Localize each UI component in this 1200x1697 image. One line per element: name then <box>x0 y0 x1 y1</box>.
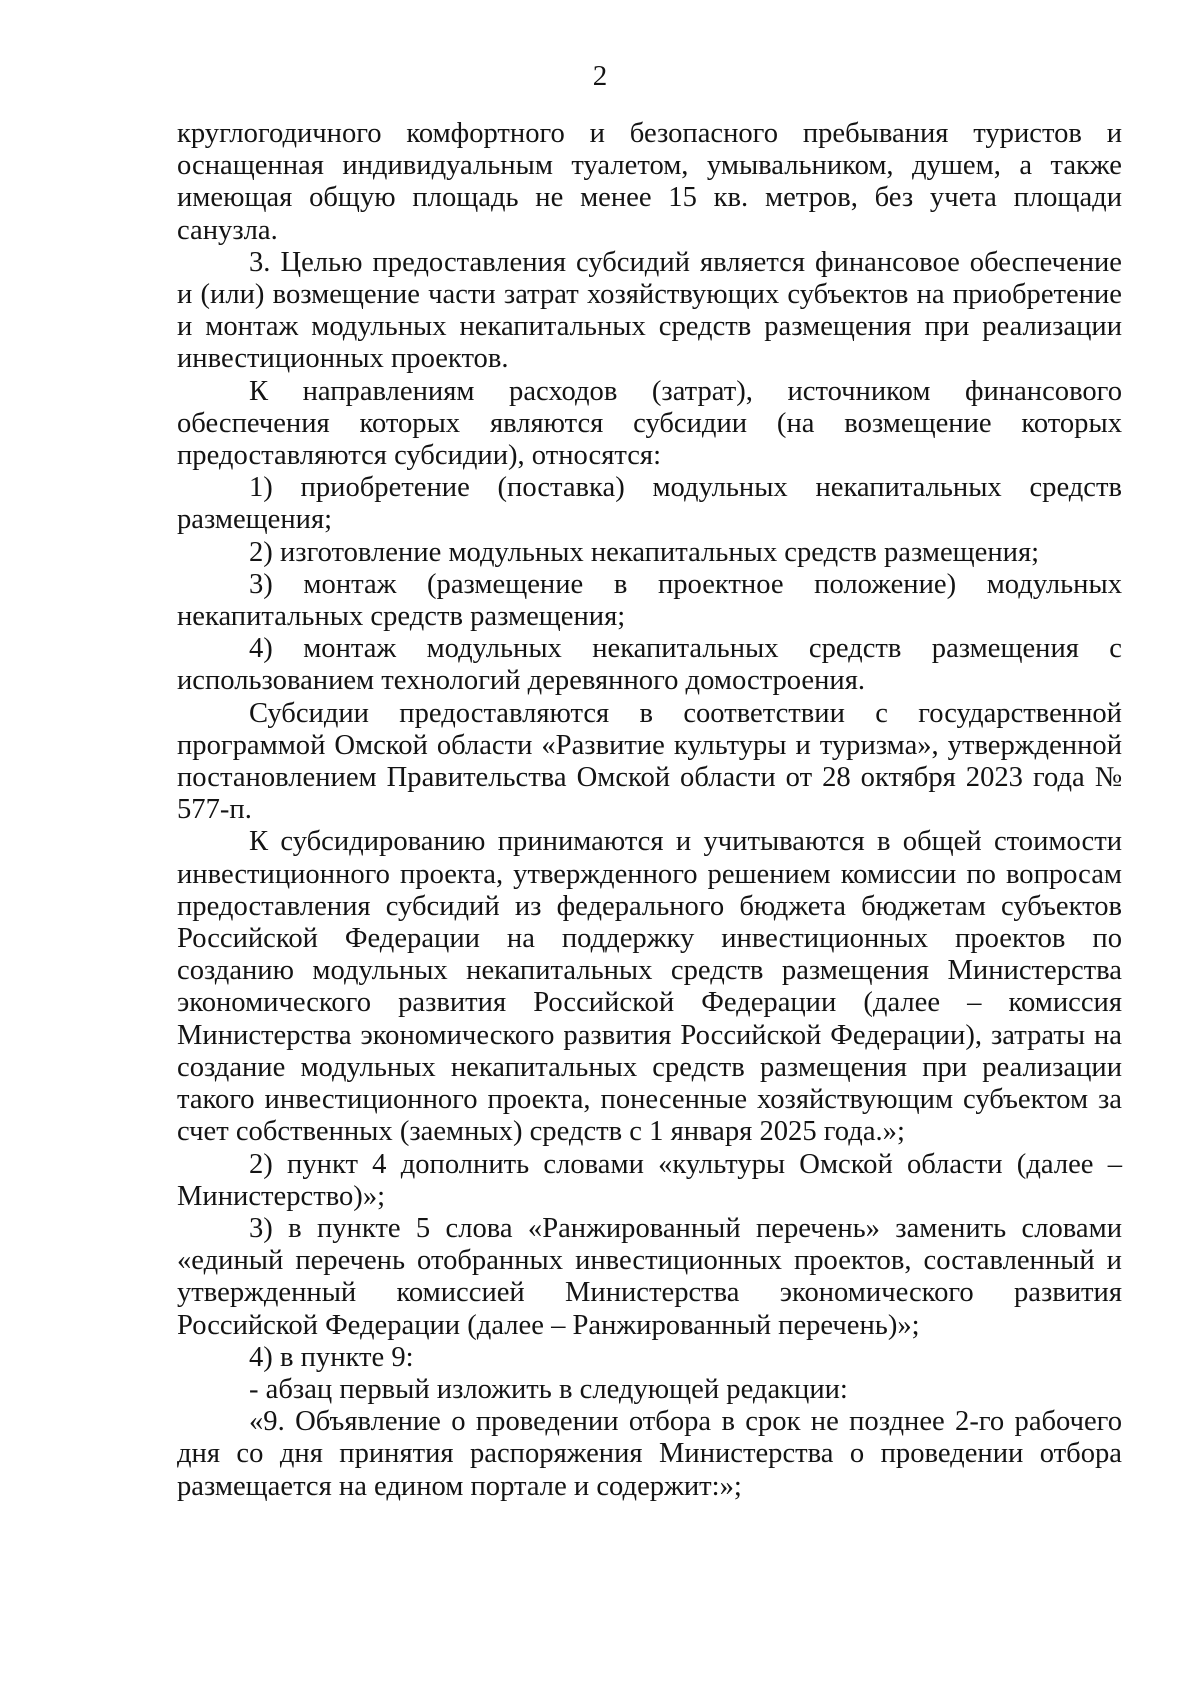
paragraph-purpose-of-subsidies: 3. Целью предоставления субсидий является финансовое обеспечение и (или) возмещение части затрат хозяйствующих субъектов на приобретение и монтаж модульных некапитальных средств размещения при реализации инвестиционных проектов. <box>177 246 1122 375</box>
document-body <box>177 118 1122 1503</box>
page-number: 2 <box>592 60 608 92</box>
paragraph-dwelling-definition-end: круглогодичного комфортного и безопасного пребывания туристов и оснащенная индивидуальным туалетом, умывальником, душем, а также имеющая общую площадь не менее 15 кв. метров, без учета площади санузла. <box>177 118 1122 246</box>
list-item-installation: 3) монтаж (размещение в проектное положение) модульных некапитальных средств размещения; <box>177 568 1122 633</box>
amendment-item-3: 3) в пункте 5 слова «Ранжированный перечень» заменить словами «единый перечень отобранных инвестиционных проектов, составленный и утвержденный комиссией Министерства экономического развития Российской Федерации (далее – Ранжированный перечень)»; <box>177 1212 1122 1341</box>
paragraph-eligible-costs: К субсидированию принимаются и учитываются в общей стоимости инвестиционного проекта, утвержденного решением комиссии по вопросам предоставления субсидий из федерального бюджета бюджетам субъектов Российской Федерации на поддержку инвестиционных проектов по созданию модульных некапитальных средств размещения Министерства экономического развития Российской Федерации (далее – комиссия Министерства экономического развития Российской Федерации), затраты на создание модульных некапитальных средств размещения при реализации такого инвестиционного проекта, понесенные хозяйствующим субъектом за счет собственных (заемных) средств с 1 января 2025 года.»; <box>177 826 1122 1148</box>
list-item-wooden-installation: 4) монтаж модульных некапитальных средств размещения с использованием технологий деревянного домостроения. <box>177 633 1122 697</box>
amendment-subitem: - абзац первый изложить в следующей редакции: <box>249 1373 848 1405</box>
list-item-acquisition: 1) приобретение (поставка) модульных некапитальных средств размещения; <box>177 472 1122 536</box>
list-item-manufacturing: 2) изготовление модульных некапитальных средств размещения; <box>249 536 1040 568</box>
paragraph-state-program: Субсидии предоставляются в соответствии с государственной программой Омской области «Развитие культуры и туризма», утвержденной постановлением Правительства Омской области от 28 октября 2023 года № 577-п. <box>177 697 1122 826</box>
amendment-item-2: 2) пункт 4 дополнить словами «культуры Омской области (далее – Министерство)»; <box>177 1148 1122 1212</box>
amendment-item-4: 4) в пункте 9: <box>249 1341 414 1373</box>
amendment-quote-item-9: «9. Объявление о проведении отбора в срок не позднее 2-го рабочего дня со дня принятия распоряжения Министерства о проведении отбора размещается на едином портале и содержит:»; <box>177 1406 1122 1502</box>
paragraph-expense-directions: К направлениям расходов (затрат), источником финансового обеспечения которых являются субсидии (на возмещение которых предоставляются субсидии), относятся: <box>177 375 1122 472</box>
